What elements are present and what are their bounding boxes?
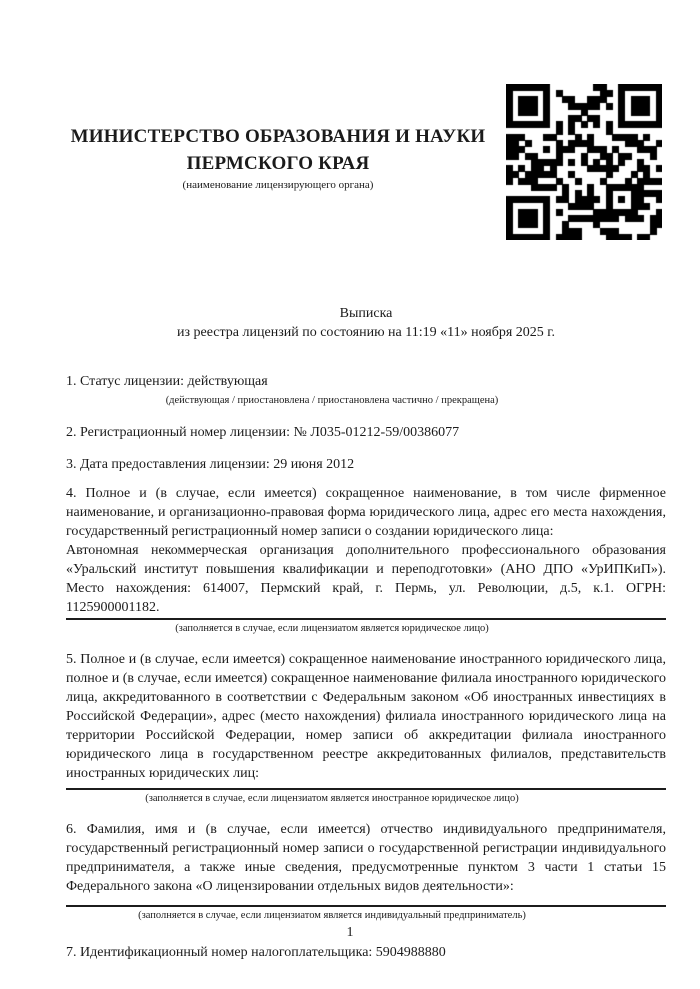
- field-individual-entrepreneur-caption: (заполняется в случае, если лицензиатом является индивидуальный предприниматель): [138, 910, 526, 921]
- field-foreign-entity-text: 5. Полное и (в случае, если имеется) сокращенное наименование иностранного юридического лица, полное и (в случае, если имеется) сокращенное наименование филиала иностранного юридического лица, аккредитованного в соответствии с Федеральным законом «Об иностранных инвестициях в Российской Федерации», адрес (место нахождения) филиала иностранного юридического лица на территории Российской Федерации, номер записи об аккредитации филиала иностранного юридического лица в государственном реестре аккредитованных филиалов, представительств иностранных юридических лиц:: [66, 652, 666, 781]
- ministry-name-line2: ПЕРМСКОГО КРАЯ: [186, 153, 370, 174]
- licensing-authority-header: [66, 123, 490, 192]
- page-number: 1: [346, 925, 354, 940]
- field-taxpayer-number: [66, 943, 666, 963]
- field-taxpayer-number-text: 7. Идентификационный номер налогоплательщика: 5904988880: [66, 945, 446, 960]
- field-foreign-entity-underline: [66, 788, 666, 790]
- field-license-status-caption: (действующая / приостановлена / приостановлена частично / прекращена): [165, 395, 499, 406]
- document-title-line2: из реестра лицензий по состоянию на 11:19 «11» ноября 2025 г.: [177, 325, 555, 340]
- field-foreign-entity-caption: (заполняется в случае, если лицензиатом является иностранное юридическое лицо): [145, 793, 519, 804]
- field-legal-entity: [66, 484, 666, 636]
- field-individual-entrepreneur-underline: [66, 905, 666, 907]
- field-license-status-text: 1. Статус лицензии: действующая: [66, 374, 268, 389]
- field-legal-entity-value: Автономная некоммерческая организация дополнительного профессионального образования «Уральский институт повышения квалификации и переподготовки» (АНО ДПО «УрИПКиП»). Место нахождения: 614007, Пермский край, г. Пермь, ул. Революции, д.5, к.1. ОГРН: 1125900001182.: [66, 543, 666, 615]
- qr-code-icon: [506, 84, 662, 240]
- field-legal-entity-caption: (заполняется в случае, если лицензиатом является юридическое лицо): [175, 623, 489, 634]
- field-registration-number-text: 2. Регистрационный номер лицензии: № Л035-01212-59/00386077: [66, 425, 460, 440]
- field-license-date-text: 3. Дата предоставления лицензии: 29 июня 2012: [66, 457, 355, 472]
- ministry-name: [66, 123, 490, 177]
- field-legal-entity-underline: [66, 618, 666, 620]
- field-legal-entity-text: 4. Полное и (в случае, если имеется) сокращенное наименование, в том числе фирменное наименование, и организационно-правовая форма юридического лица, адрес его места нахождения, государственный регистрационный номер записи о создании юридического лица:: [66, 486, 666, 539]
- field-registration-number: [66, 423, 666, 443]
- document-title: [66, 304, 666, 342]
- field-license-date: [66, 455, 666, 475]
- document-title-line1: Выписка: [339, 306, 393, 321]
- field-individual-entrepreneur-text: 6. Фамилия, имя и (в случае, если имеется) отчество индивидуального предпринимателя, государственный регистрационный номер записи о государственной регистрации индивидуального предпринимателя, а также иные сведения, предусмотренные пунктом 3 части 1 статьи 15 Федерального закона «О лицензировании отдельных видов деятельности»:: [66, 822, 666, 894]
- ministry-name-line1: МИНИСТЕРСТВО ОБРАЗОВАНИЯ И НАУКИ: [70, 126, 486, 147]
- field-license-status: [66, 372, 666, 408]
- ministry-caption: (наименование лицензирующего органа): [182, 179, 374, 191]
- field-foreign-entity: [66, 650, 666, 806]
- field-individual-entrepreneur: [66, 820, 666, 923]
